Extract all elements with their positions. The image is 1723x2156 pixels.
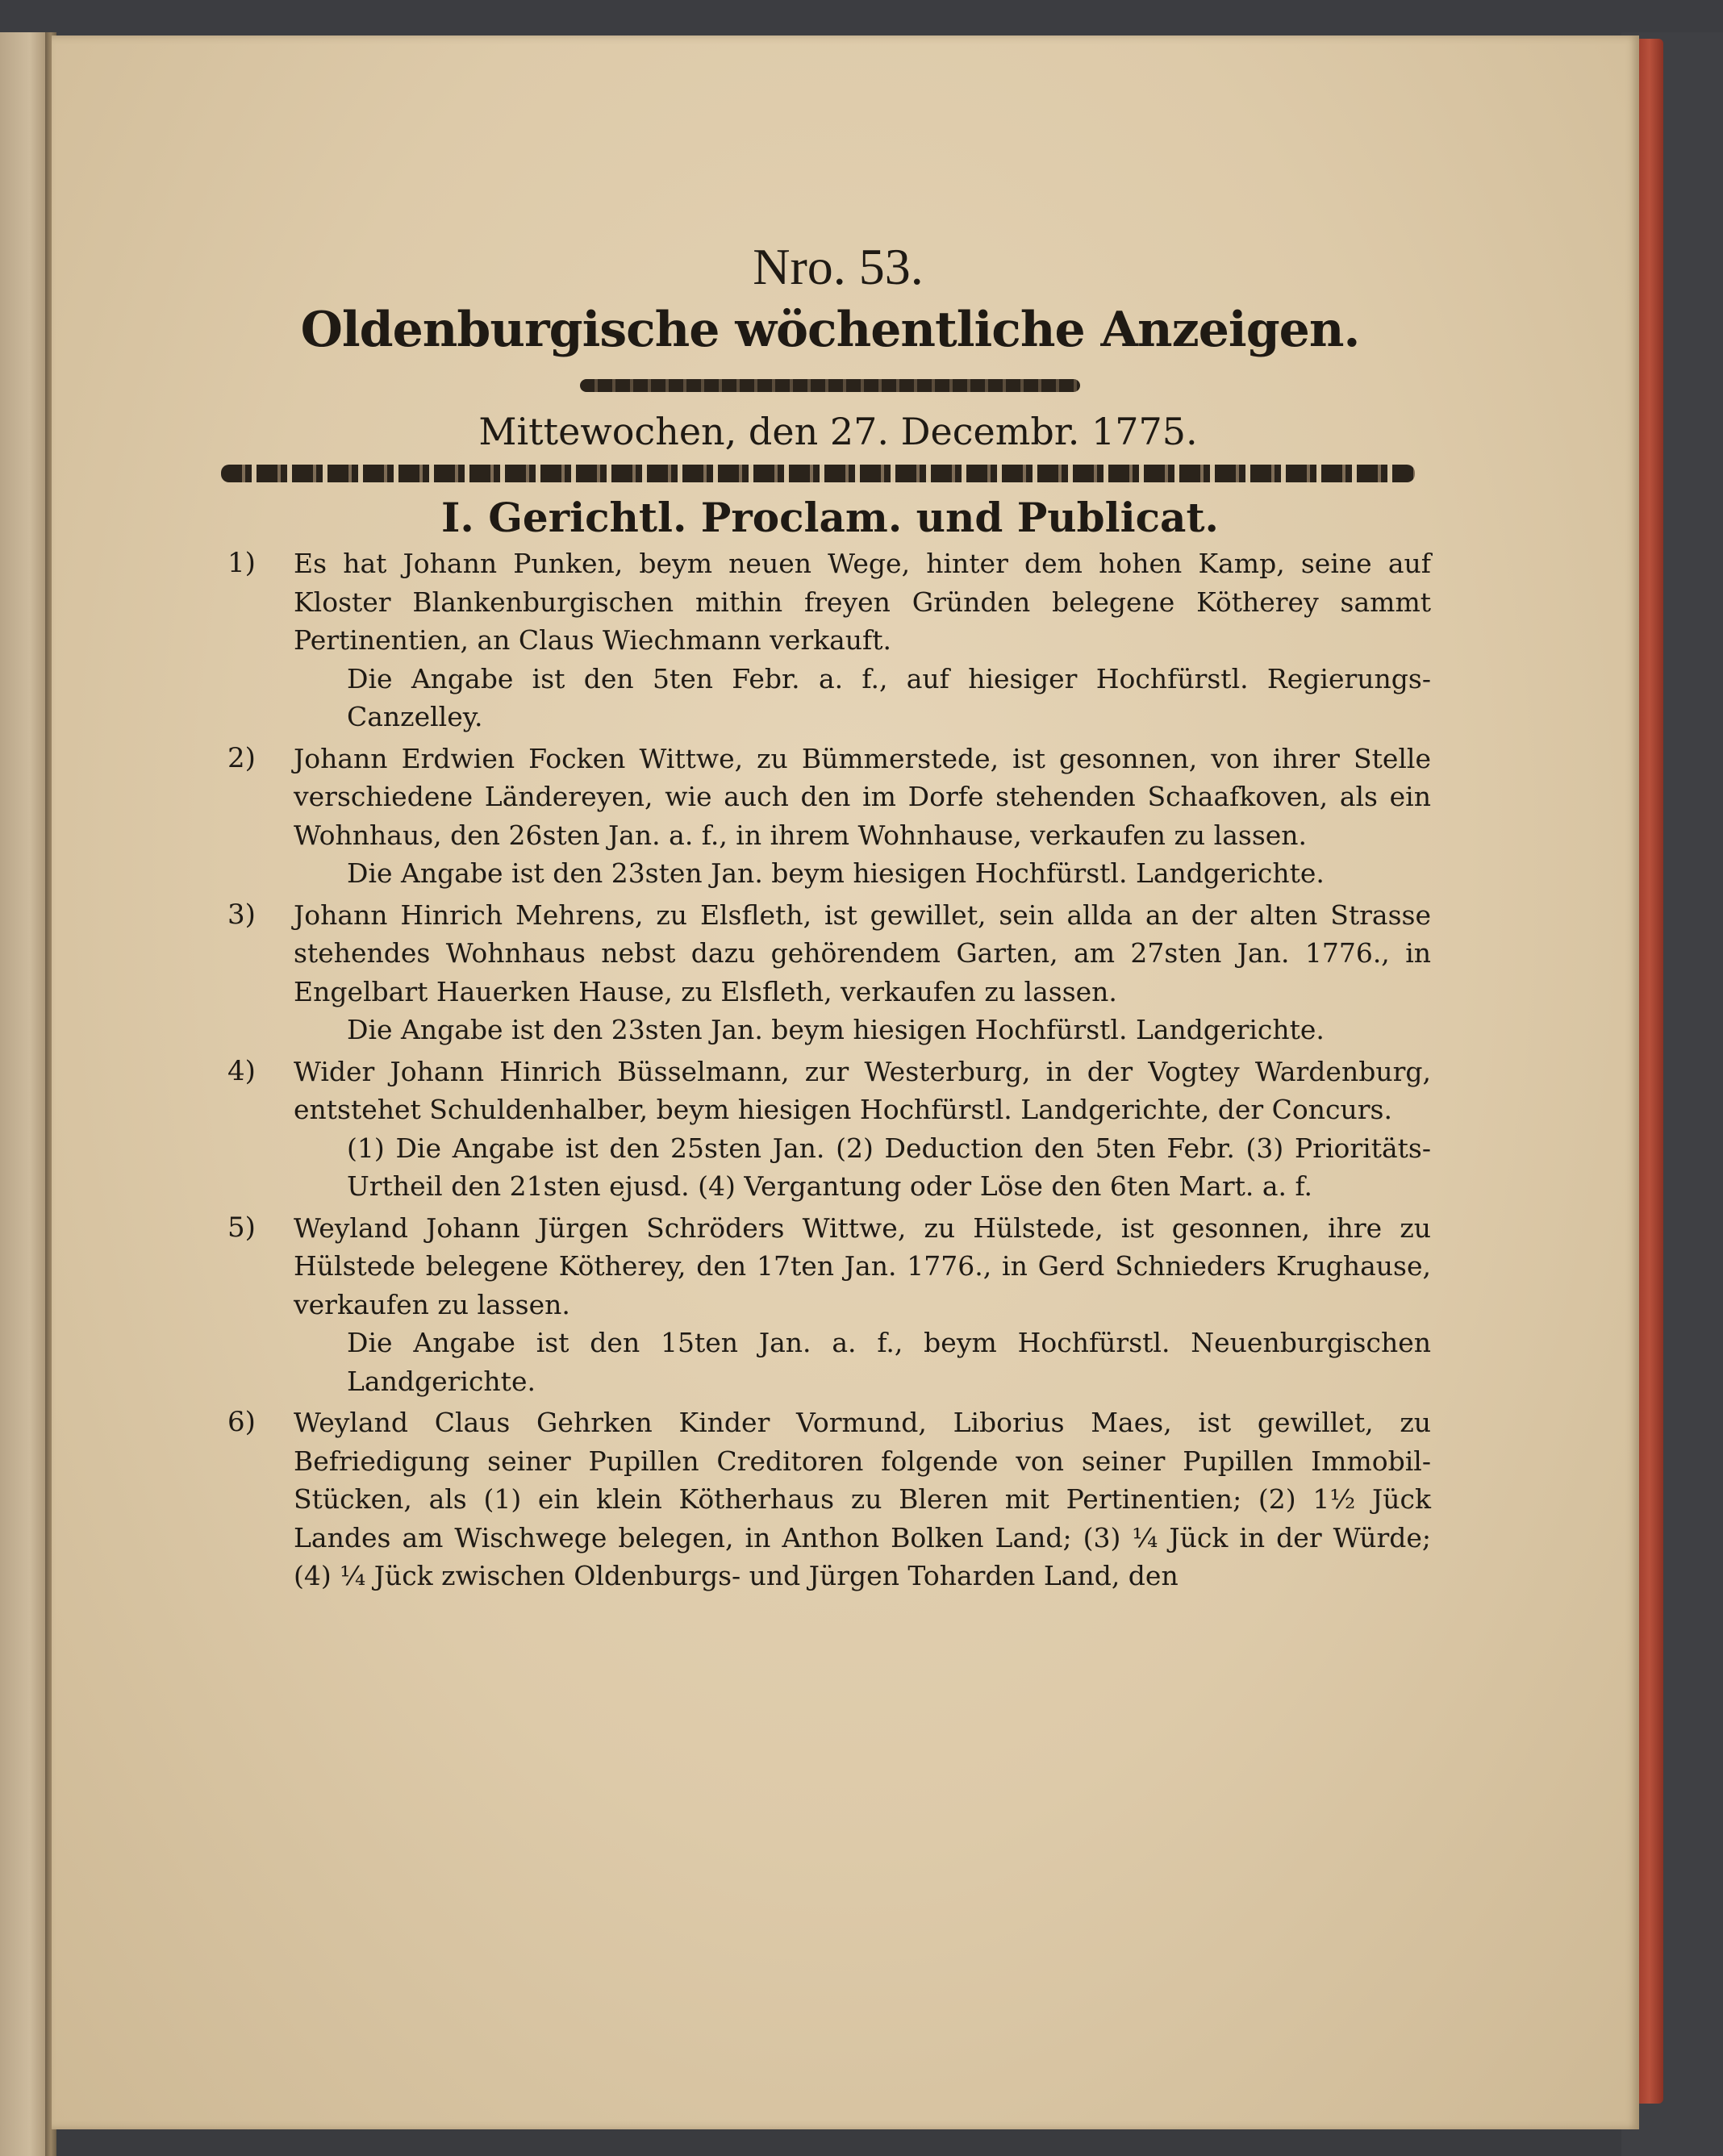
ornamental-border xyxy=(221,465,1415,482)
entry-note: Die Angabe ist den 5ten Febr. a. f., auf hiesiger Hochfürstl. Regierungs-Canzelley. xyxy=(347,662,1431,732)
entry-text: Johann Hinrich Mehrens, zu Elsfleth, ist gewillet, sein allda an der alten Strasse stehendes Wohnhaus nebst dazu gehörendem Garten, am 27sten Jan. 1776., in Engelbart Hauerken Hause, zu Elsfleth, verkaufen zu lassen. xyxy=(294,899,1431,1007)
page-content xyxy=(227,237,1431,1595)
entry-5 xyxy=(227,1209,1431,1401)
entry-text: Wider Johann Hinrich Büsselmann, zur Westerburg, in der Vogtey Wardenburg, entstehet Schuldenhalber, beym hiesigen Hochfürstl. Landgerichte, der Concurs. xyxy=(294,1055,1431,1125)
entry-number: 1) xyxy=(227,547,256,579)
entry-number: 3) xyxy=(227,898,256,931)
book-cover-edge xyxy=(1636,39,1663,2104)
entry-text: Johann Erdwien Focken Wittwe, zu Bümmerstede, ist gesonnen, von ihrer Stelle verschiedene Ländereyen, wie auch den im Dorfe stehenden Schaafkoven, als ein Wohnhaus, den 26sten Jan. a. f., in ihrem Wohnhause, verkaufen zu lassen. xyxy=(294,742,1431,851)
entry-number: 4) xyxy=(227,1054,256,1087)
ornamental-rule xyxy=(580,379,1080,392)
entry-note: Die Angabe ist den 23sten Jan. beym hiesigen Hochfürstl. Landgerichte. xyxy=(347,857,1325,889)
section-heading: I. Gerichtl. Proclam. und Publicat. xyxy=(441,494,1219,541)
entry-number: 5) xyxy=(227,1211,256,1244)
entry-6 xyxy=(227,1403,1431,1595)
date-line: Mittewochen, den 27. Decembr. 1775. xyxy=(478,410,1198,453)
entry-text: Weyland Claus Gehrken Kinder Vormund, Liborius Maes, ist gewillet, zu Befriedigung seiner Pupillen Creditoren folgende von seiner Pupillen Immobil-Stücken, als (1) ein klein Kötherhaus zu Bleren mit Pertinentien; (2) 1½ Jück Landes am Wischwege belegen, in Anthon Bolken Land; (3) ¼ Jück in der Würde; (4) ¼ Jück zwischen Oldenburgs- und Jürgen Toharden Land, den xyxy=(294,1407,1431,1591)
entry-text: Es hat Johann Punken, beym neuen Wege, hinter dem hohen Kamp, seine auf Kloster Blankenburgischen mithin freyen Gründen belegene Kötherey sammt Pertinentien, an Claus Wiechmann verkauft. xyxy=(294,548,1431,656)
entry-1 xyxy=(227,544,1431,736)
newspaper-page xyxy=(52,35,1639,2129)
entry-text: Weyland Johann Jürgen Schröders Wittwe, zu Hülstede, ist gesonnen, ihre zu Hülstede belegene Kötherey, den 17ten Jan. 1776., in Gerd Schnieders Krughause, verkaufen zu lassen. xyxy=(294,1211,1431,1320)
newspaper-title: Oldenburgische wöchentliche Anzeigen. xyxy=(300,302,1360,358)
issue-number: Nro. 53. xyxy=(753,238,924,295)
entry-4 xyxy=(227,1053,1431,1206)
entry-2 xyxy=(227,740,1431,893)
entry-number: 6) xyxy=(227,1406,256,1438)
entry-3 xyxy=(227,896,1431,1049)
entry-number: 2) xyxy=(227,741,256,774)
entry-note: Die Angabe ist den 23sten Jan. beym hiesigen Hochfürstl. Landgerichte. xyxy=(347,1014,1325,1045)
entry-note: Die Angabe ist den 15ten Jan. a. f., beym Hochfürstl. Neuenburgischen Landgerichte. xyxy=(347,1327,1431,1397)
previous-page-edge xyxy=(0,32,50,2156)
entry-note: (1) Die Angabe ist den 25sten Jan. (2) Deduction den 5ten Febr. (3) Prioritäts-Urtheil den 21sten ejusd. (4) Vergantung oder Löse den 6ten Mart. a. f. xyxy=(347,1132,1431,1202)
